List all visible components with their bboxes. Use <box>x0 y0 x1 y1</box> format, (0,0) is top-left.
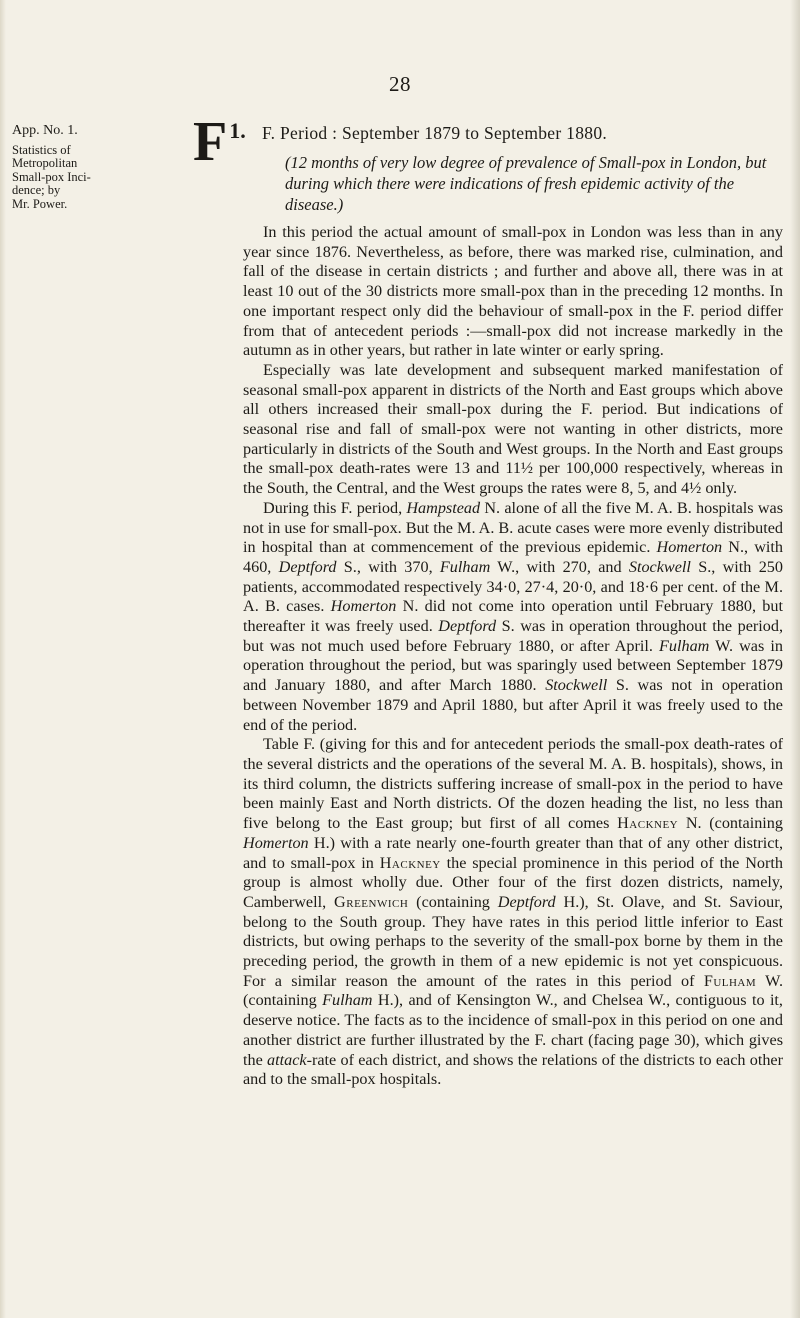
appendix-number: App. No. 1. <box>12 123 78 138</box>
text-run: W., with 270, and <box>490 557 629 576</box>
page-edge-shadow-left <box>0 0 6 1318</box>
section-marker-letter: F <box>193 111 228 173</box>
margin-note-line: Small-pox Inci- <box>12 169 91 184</box>
paragraph <box>243 735 783 1090</box>
text-run: During this F. period, <box>263 498 407 517</box>
text-run: S. was not in operation between November 1879 and April 1880, but after April it was freely used to the end of the period. <box>243 676 783 734</box>
text-run: S., with 370, <box>336 557 440 576</box>
hospital-name: Homerton <box>330 597 397 616</box>
hospital-name: Deptford <box>497 892 556 911</box>
hospital-name: Deptford <box>278 557 337 576</box>
hospital-name: Homerton <box>243 833 309 852</box>
text-run: N. (containing <box>678 814 783 833</box>
margin-note-line: Mr. Power. <box>12 196 68 211</box>
text-run: H.), St. Olave, and St. Saviour, belong to the South group. They have rates in this period little inferior to East districts, but owing perhaps to the severity of the small-pox borne by them in the preceding period, the growth in them of a new epidemic is not yet conspicuous. For a similar reason the amount of the rates in this period of <box>243 892 783 990</box>
emphasis: attack <box>267 1050 307 1069</box>
district-name: Hackney <box>379 853 441 872</box>
paragraph: In this period the actual amount of small-pox in London was less than in any year since 1876. Nevertheless, as before, there was marked rise, culmination, and fall of the disease in certain districts ; and further and above all, there was in at least 10 out of the 30 districts more small-pox than in the preceding 12 months. In one important respect only did the behaviour of small-pox in the F. period differ from that of antecedent periods :—small-pox did not increase markedly in the autumn as in other years, but rather in late winter or early spring. <box>243 223 783 360</box>
text-run: (containing <box>408 892 498 911</box>
text-run: N., with 460, <box>243 538 783 576</box>
margin-note-line: Metropolitan <box>12 156 78 170</box>
district-name: Hackney <box>617 814 679 833</box>
hospital-name: Stockwell <box>545 676 608 695</box>
page-edge-shadow-right <box>790 0 800 1318</box>
text-run: W. was in operation throughout the period, but was sparingly used between September 1879 and January 1880, and after March 1880. <box>243 636 783 695</box>
body-text <box>243 223 783 1090</box>
hospital-name: Fulham <box>322 991 373 1010</box>
hospital-name: Fulham <box>439 557 491 576</box>
page-number: 28 <box>389 72 411 96</box>
hospital-name: Hampstead <box>406 498 481 517</box>
margin-note <box>12 124 96 211</box>
section-marker-number: 1. <box>229 118 246 143</box>
text-run: S., with 250 patients, accommodated respectively 34·0, 27·4, 20·0, and 18·6 per cent. of the M. A. B. cases. <box>243 557 783 616</box>
text-run: S. was in operation throughout the period, but was not much used before February 1880, or after April. <box>243 617 783 655</box>
section-marker <box>193 111 246 173</box>
hospital-name: Deptford <box>438 617 497 636</box>
text-run: N. alone of all the five M. A. B. hospitals was not in use for small-pox. But the M. A. B. acute cases were more evenly distributed in hospital than at commencement of the previous epidemic. <box>243 498 783 557</box>
text-run: H.), and of Kensington W., and Chelsea W., contiguous to it, deserve notice. The facts as to the incidence of small-pox in this period on one and another district are further illustrated by the F. chart (facing page 30), which gives the <box>243 991 783 1069</box>
margin-note-line: Statistics of <box>12 142 71 157</box>
text-run: N. did not come into operation until February 1880, but thereafter it was freely used. <box>243 597 783 636</box>
paragraph <box>243 499 783 735</box>
text-run: -rate of each district, and shows the relations of the districts to each other and to the small-pox hospitals. <box>243 1050 783 1089</box>
text-run: Table F. (giving for this and for antecedent periods the small-pox death-rates of the several districts and the operations of the several M. A. B. hospitals), shows, in its third column, the districts suffering increase of small-pox in the period to have been mainly East and North districts. Of the dozen heading the list, no less than five belong to the East group; but first of all comes <box>243 735 783 833</box>
paragraph: Especially was late development and subsequent marked manifestation of seasonal small-pox apparent in districts of the North and East groups which above all others increased their small-pox during the F. period. But indications of seasonal rise and fall of small-pox were not wanting in other districts, more particularly in districts of the South and West groups. In the North and East groups the small-pox death-rates were 13 and 11½ per 100,000 respectively, whereas in the South, the Central, and the West groups the rates were 8, 5, and 4½ only. <box>243 360 783 498</box>
section-heading: F. Period : September 1879 to September 1880. <box>262 123 608 143</box>
hospital-name: Fulham <box>659 636 710 655</box>
section-subheading: (12 months of very low degree of prevalence of Small-pox in London, but during which there were indications of fresh epidemic activity of the disease.) <box>285 153 767 214</box>
hospital-name: Stockwell <box>628 557 691 576</box>
text-run: W. (containing <box>243 971 784 1010</box>
text-run: the special prominence in this period of the North group is almost wholly due. Other four of the first dozen districts, namely, Camberwell, <box>243 853 783 911</box>
district-name: Greenwich <box>334 892 409 911</box>
hospital-name: Homerton <box>656 538 723 557</box>
district-name: Fulham <box>703 971 757 990</box>
margin-note-line: dence; by <box>12 183 61 197</box>
text-run: H.) with a rate nearly one-fourth greater than that of any other district, and to small-pox in <box>243 833 783 872</box>
